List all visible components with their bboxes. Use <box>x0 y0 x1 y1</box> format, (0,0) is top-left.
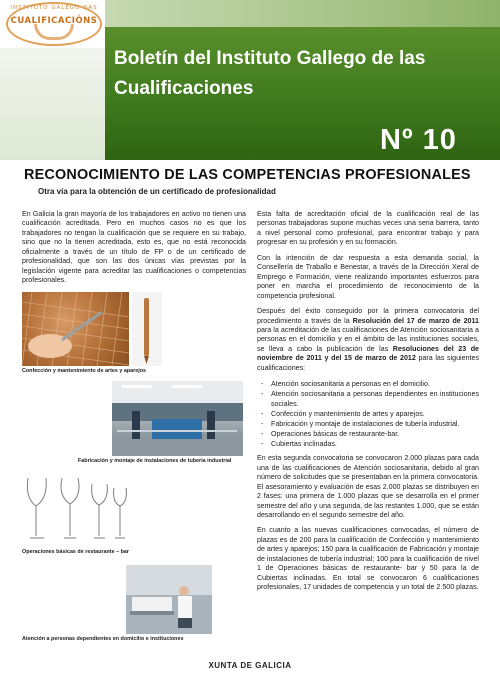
issue-number: Nº 10 <box>380 124 457 156</box>
footer-xunta: XUNTA DE GALICIA <box>208 661 292 670</box>
photo-net-needle <box>132 292 162 366</box>
caption-piping: Fabricación y montaje de instalaciones de tubería industrial <box>78 458 232 464</box>
list-item: - Cubiertas inclinadas. <box>261 439 479 449</box>
logo-top-text: INSTITUTO GALEGO DAS <box>10 5 98 11</box>
logo-main-text: CUALIFICACIÓNS <box>10 16 98 26</box>
article-headline: RECONOCIMIENTO DE LAS COMPETENCIAS PROFESIONALES <box>24 167 471 183</box>
header-band-light <box>105 0 500 27</box>
institute-logo <box>0 0 105 48</box>
paragraph-places: En cuanto a las nuevas cualificaciones convocadas, el número de plazas es de 200 para la cualificación de Confección y mantenimiento de artes y aparejos; 150 para la cualificación de Fabricación y montaje de instalaciones de tubería industrial; 100 para la cualificación de nivel 1 de Operaciones básicas de restaurante- bar y 50 para la de Cubiertas inclinadas. En total se convocaron 6 cualificaciones profesionales, 17 unidades de competencia y un total de 2.500 plazas. <box>257 526 479 592</box>
resolutions-text-a: Después del éxito conseguido por la primera convocatoria del procedimiento a través de la <box>257 307 479 325</box>
photo-wine-glasses <box>22 474 132 546</box>
paragraph-intro: En Galicia la gran mayoría de los trabajadores en activo no tienen una cualificación acreditada. Pero en muchos casos no es que los trabajadores no tengan la cualificación que se requiere en su trabajo, sino que no la tienen acreditada, esto es, que no está reconocida oficialmente a través de un título de FP o de un certificado de profesionalidad, que son las dos únicas vías previstas por la legislación vigente para acreditar las cualificaciones o competencias profesionales. <box>22 210 246 285</box>
photo-fishing-nets <box>22 292 129 366</box>
list-item: - Atención sociosanitaria a personas en el domicilio. <box>261 379 479 389</box>
article-column-left <box>22 210 246 292</box>
resolutions-text-c: para la acreditación de las cualificaciones de Atención sociosanitaria a personas en el domicilio y en el ámbito de las instituciones sociales, se lleva a cabo la publicación de las <box>257 325 479 353</box>
photo-industrial-piping <box>112 381 243 456</box>
bulletin-header <box>0 0 500 160</box>
caption-nets: Confección y mantenimiento de artes y aparejos <box>22 368 147 374</box>
bulletin-title: Boletín del Instituto Gallego de las Cualificaciones <box>114 48 426 99</box>
qualifications-list <box>261 379 479 449</box>
paragraph-second-call: En esta segunda convocatoria se convocaron 2.000 plazas para cada una de las cualificaciones de Atención sociosanitaria, debido al gran número de solicitudes que se presentaban en la primera convocatoria. El asesoramiento y evaluación de esas 2.000 plazas se distribuyen en 2 fases: una primera de 1.000 plazas que se desarrolla en el primer semestre del año y una segunda, de las restantes 1.000, que se están desarrollando en el segundo semestre del año. <box>257 454 479 519</box>
list-item: - Atención sociosanitaria a personas dependientes en instituciones sociales. <box>261 389 479 409</box>
photo-care-room <box>126 565 212 634</box>
resolution-march-2011: Resolución del 17 de marzo de 2011 <box>352 316 479 325</box>
list-item: - Operaciones básicas de restaurante-bar. <box>261 429 479 439</box>
list-item: - Fabricación y montaje de instalaciones de tubería industrial. <box>261 419 479 429</box>
resolutions-2011-2012: Resoluciones del 23 de noviembre de 2011 y del 15 de marzo de 2012 <box>257 344 479 363</box>
caption-glasses: Operaciones básicas de restaurante – bar <box>22 549 129 555</box>
resolutions-text-e: para las siguientes cualificaciones: <box>257 354 479 372</box>
paragraph-resolutions <box>257 307 479 373</box>
article-column-right <box>257 210 479 599</box>
paragraph-consellaria: Con la intención de dar respuesta a esta demanda social, la Consellería de Traballo e Benestar, a través de la Dirección Xeral de Emprego e Formación, viene realizando importantes esfuerzos para poner en marcha el procedimiento de reconocimiento de la competencia profesional. <box>257 253 479 300</box>
list-item: - Confección y mantenimiento de artes y aparejos. <box>261 409 479 419</box>
caption-care: Atención a personas dependientes en domicilio e instituciones <box>22 636 184 642</box>
header-left-strip <box>0 48 105 160</box>
paragraph-barrier: Esta falta de acreditación oficial de la cualificación real de las personas trabajadoras supone muchas veces una seria barrera, tanto a nivel personal como profesional, para encontrar trabajo y para progresar en su profesión y en su formación. <box>257 210 479 247</box>
article-subhead: Otra vía para la obtención de un certificado de profesionalidad <box>38 187 276 196</box>
